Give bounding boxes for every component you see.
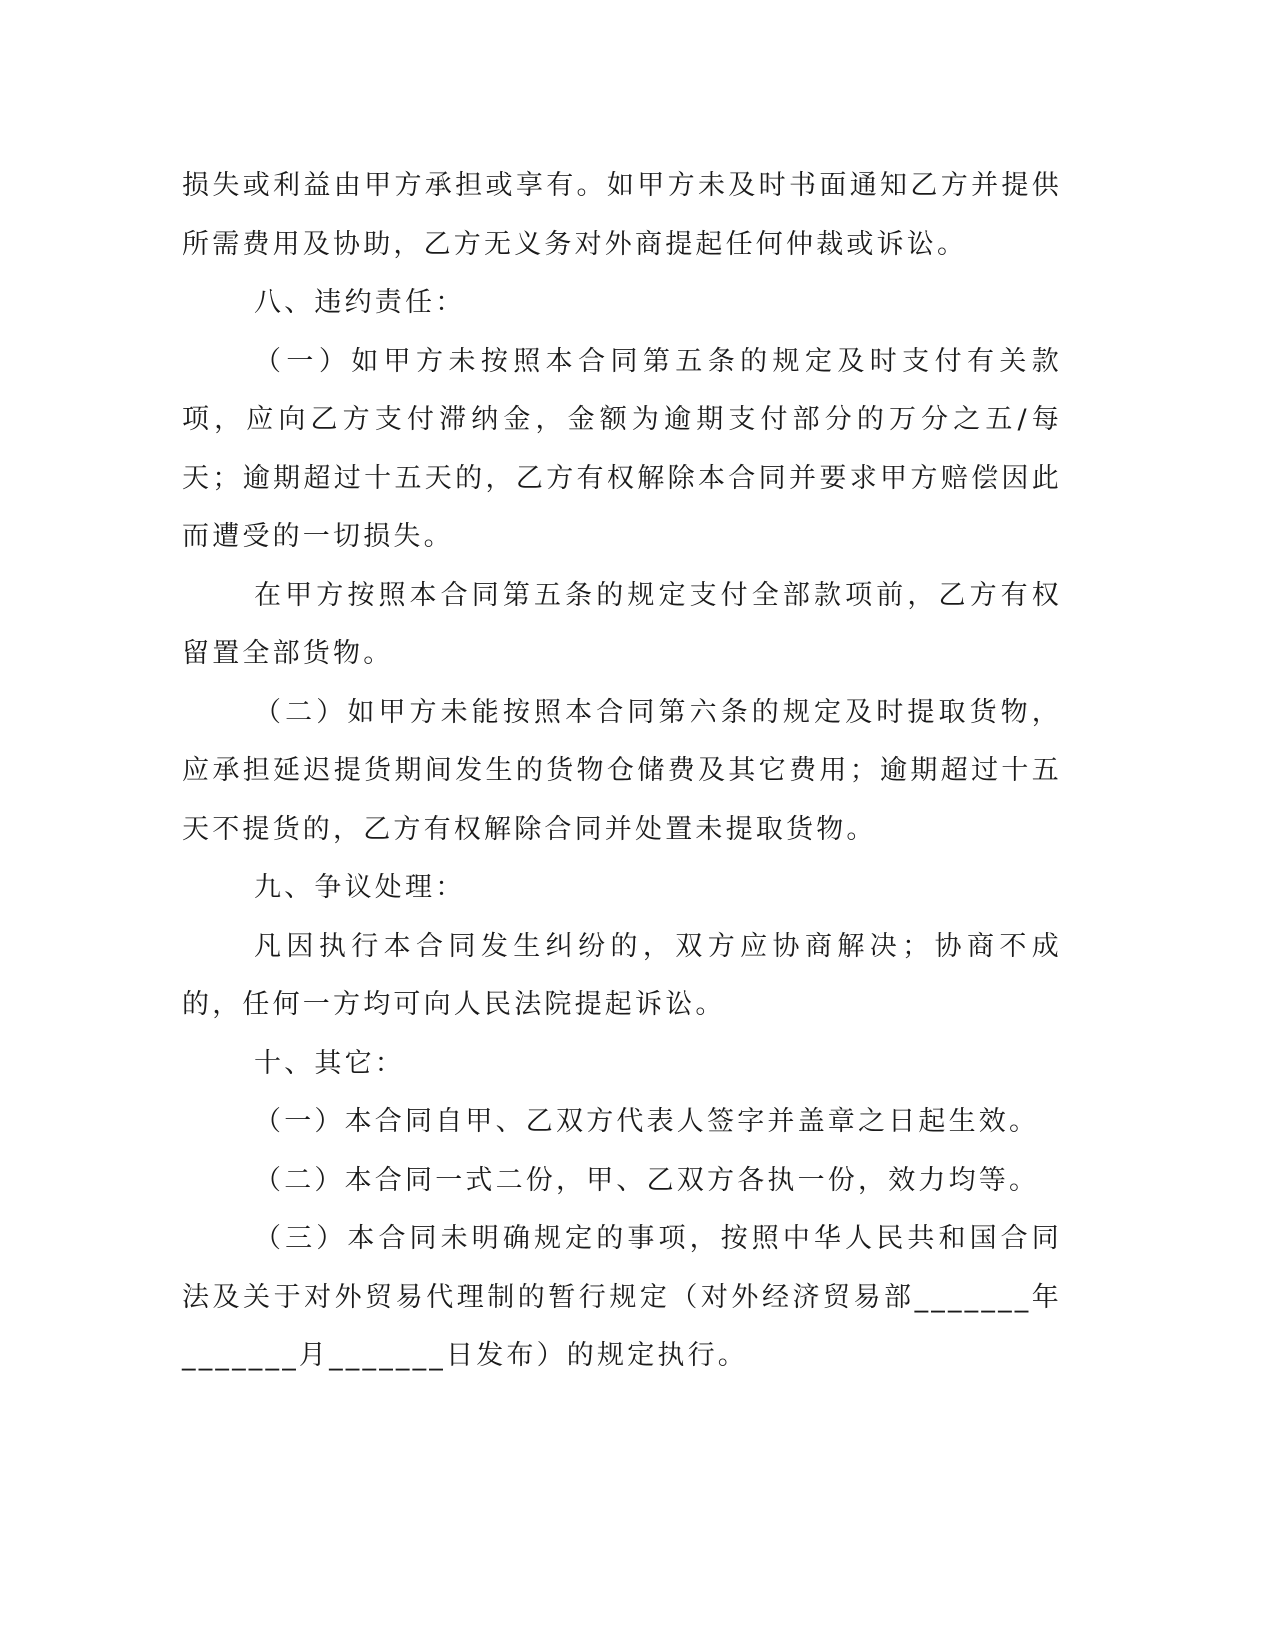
section-heading-dispute: 九、争议处理： bbox=[254, 872, 466, 903]
paragraph-loss-liability: 损失或利益由甲方承担或享有。如甲方未及时书面通知乙方并提供所需费用及协助，乙方无义务对外商提起任何仲裁或诉讼。 bbox=[182, 170, 1062, 260]
paragraph-late-pickup: （二）如甲方未能按照本合同第六条的规定及时提取货物，应承担延迟提货期间发生的货物仓储费及其它费用；逾期超过十五天不提货的，乙方有权解除合同并处置未提取货物。 bbox=[182, 696, 1062, 845]
paragraph-effective-date: （一）本合同自甲、乙双方代表人签字并盖章之日起生效。 bbox=[254, 1106, 1040, 1137]
paragraph-governing-rules: （三）本合同未明确规定的事项，按照中华人民共和国合同法及关于对外贸易代理制的暂行规定（对外经济贸易部_______年_______月_______日发布）的规定执行。 bbox=[182, 1223, 1062, 1371]
paragraph-dispute-resolution: 凡因执行本合同发生纠纷的，双方应协商解决；协商不成的，任何一方均可向人民法院提起诉讼。 bbox=[182, 930, 1062, 1020]
contract-body bbox=[182, 157, 1062, 1386]
paragraph-lien-on-goods: 在甲方按照本合同第五条的规定支付全部款项前，乙方有权留置全部货物。 bbox=[182, 579, 1062, 669]
paragraph-copies: （二）本合同一式二份，甲、乙双方各执一份，效力均等。 bbox=[254, 1164, 1040, 1196]
section-heading-other: 十、其它： bbox=[254, 1047, 405, 1079]
section-heading-breach: 八、违约责任： bbox=[254, 287, 466, 318]
paragraph-late-payment: （一）如甲方未按照本合同第五条的规定及时支付有关款项，应向乙方支付滞纳金，金额为逾期支付部分的万分之五/每天；逾期超过十五天的，乙方有权解除本合同并要求甲方赔偿因此而遭受的一切损失。 bbox=[182, 345, 1062, 552]
